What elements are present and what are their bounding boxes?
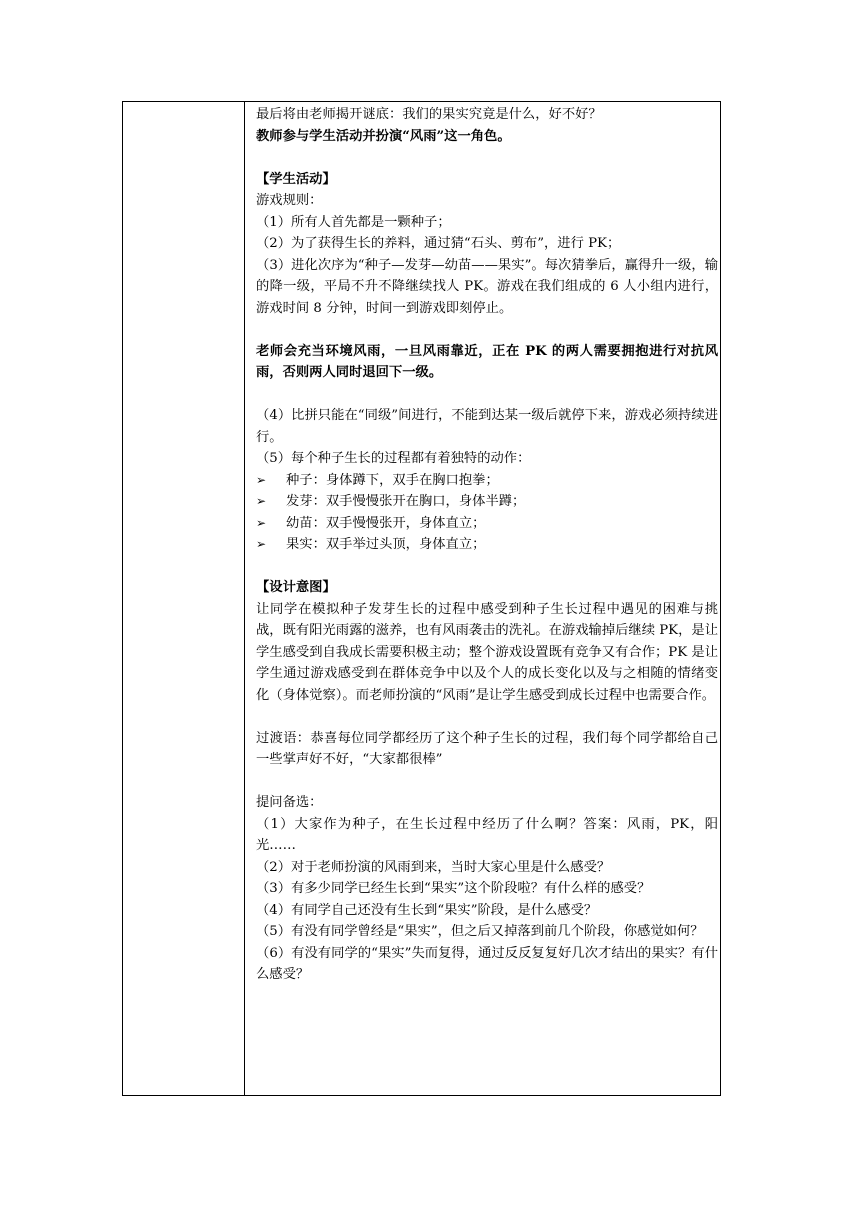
stage-item — [256, 470, 718, 492]
arrow-bullet-icon: ➢ — [256, 537, 267, 551]
stage-text: 果实：双手举过头顶，身体直立； — [286, 537, 486, 552]
stage-text: 幼苗：双手慢慢张开，身体直立； — [286, 515, 486, 531]
transition-text: 过渡语：恭喜每位同学都经历了这个种子生长的过程，我们每个同学都给自己一些掌声好不好，“大家都很棒” — [256, 730, 718, 767]
design-heading: 【设计意图】 — [256, 580, 336, 595]
teacher-role: 教师参与学生活动并扮演“风雨”这一角色。 — [256, 128, 511, 144]
student-activity-heading: 【学生活动】 — [256, 171, 336, 187]
arrow-bullet-icon: ➢ — [256, 494, 267, 508]
question-item: （4）有同学自己还没有生长到“果实”阶段，是什么感受？ — [256, 902, 598, 918]
lesson-table — [122, 101, 721, 1096]
stage-item — [256, 491, 718, 513]
rules-label: 游戏规则： — [256, 193, 323, 208]
stage-item — [256, 513, 718, 535]
activity-cell — [256, 104, 718, 986]
column-divider — [244, 102, 245, 1095]
question-item: （2）对于老师扮演的风雨到来，当时大家心里是什么感受？ — [256, 859, 611, 875]
question-item: （1）大家作为种子，在生长过程中经历了什么啊？答案：风雨，PK，阳光…… — [256, 816, 718, 853]
arrow-bullet-icon: ➢ — [256, 515, 267, 530]
rule-4: （4）比拼只能在“同级”间进行，不能到达某一级后就停下来，游戏必须持续进行。 — [256, 408, 718, 445]
stage-text: 发芽：双手慢慢张开在胸口，身体半蹲； — [286, 494, 526, 509]
stage-text: 种子：身体蹲下，双手在胸口抱拳； — [286, 472, 499, 488]
arrow-bullet-icon: ➢ — [256, 472, 267, 487]
rule-3: （3）进化次序为“种子—发芽—幼苗——果实”。每次猜拳后，赢得升一级，输的降一级，平局不升不降继续找人 PK。游戏在我们组成的 6 人小组内进行，游戏时间 8 分钟，时间一到游戏即刻停止。 — [256, 257, 718, 316]
stage-item — [256, 534, 718, 556]
question-item: （3）有多少同学已经生长到“果实”这个阶段啦？有什么样的感受？ — [256, 881, 651, 896]
teacher-wind-rain: 老师会充当环境风雨，一旦风雨靠近，正在 PK 的两人需要拥抱进行对抗风雨，否则两人同时退回下一级。 — [256, 343, 718, 380]
design-text: 让同学在模拟种子发芽生长的过程中感受到种子生长过程中遇见的困难与挑战，既有阳光雨露的滋养，也有风雨袭击的洗礼。在游戏输掉后继续 PK，是让学生感受到自我成长需要积极主动；整个游戏设置既有竞争又有合作；PK 是让学生通过游戏感受到在群体竞争中以及个人的成长变化以及与之相随的情绪变化（身体觉察）。而老师扮演的“风雨”是让学生感受到成长过程中也需要合作。 — [256, 601, 718, 703]
rule-1: （1）所有人首先都是一颗种子； — [256, 214, 451, 230]
question-item: （5）有没有同学曾经是“果实”，但之后又掉落到前几个阶段，你感觉如何？ — [256, 924, 704, 939]
intro-line: 最后将由老师揭开谜底：我们的果实究竟是什么，好不好？ — [256, 107, 602, 122]
questions-label: 提问备选： — [256, 795, 323, 810]
rule-5: （5）每个种子生长的过程都有着独特的动作： — [256, 451, 531, 466]
rule-2: （2）为了获得生长的养料，通过猜“石头、剪布”，进行 PK； — [256, 236, 621, 251]
question-item: （6）有没有同学的“果实”失而复得，通过反反复复好几次才结出的果实？有什么感受？ — [256, 945, 718, 982]
